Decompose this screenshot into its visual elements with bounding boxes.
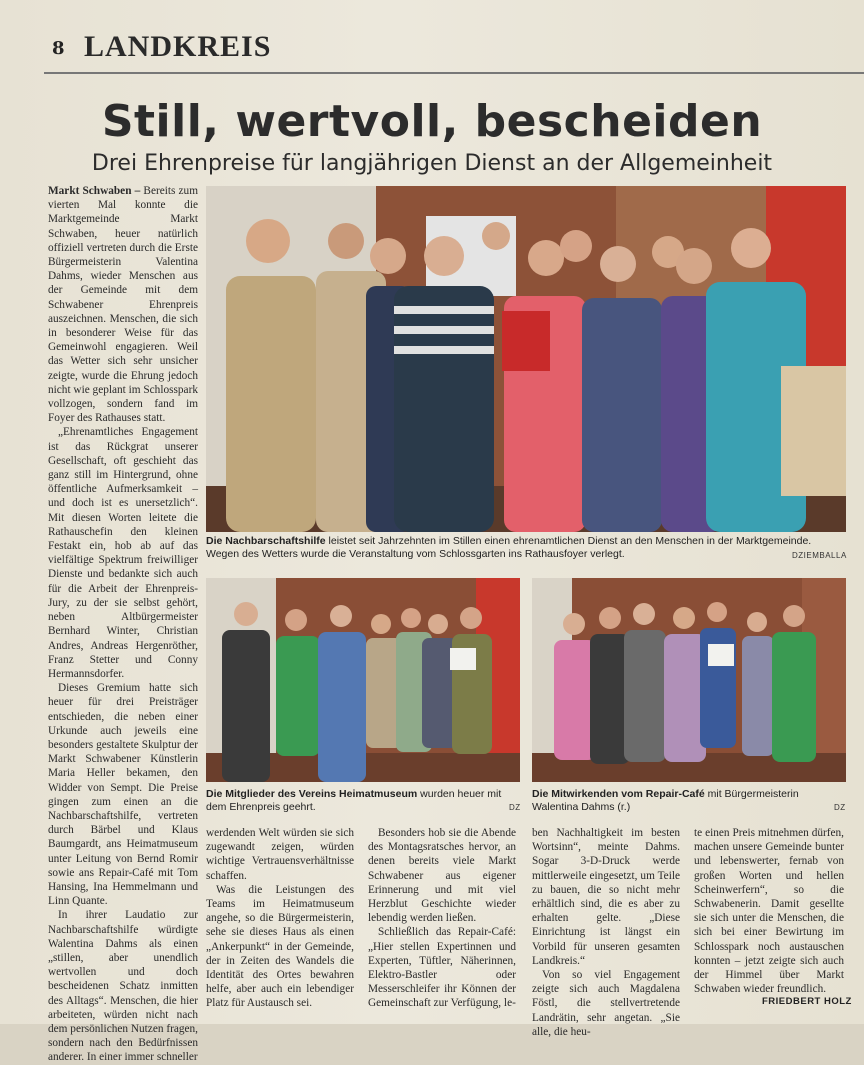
article-headline: Still, wertvoll, bescheiden — [101, 96, 763, 147]
repair-cafe-photo-image — [532, 578, 846, 782]
paragraph: Dieses Gremium hatte sich heuer für drei Preisträger entschieden, die neben einer Urkunde auch jeweils eine besonders gestaltete Skulptur der Markt Schwabener Künstlerin Maria Heller bekamen, den Widder von Sempt. Die Preise gingen zum einen an die Nachbarschaftshilfe, vertreten durch Bärbel und Klaus Baumgardt, ans Heimatmuseum unter Leitung von Bernd Romir sowie ans Repair-Café mit Tom Hansing, Ina Hemmelmann und Linn Quante. — [48, 682, 198, 908]
main-photo-caption-lead: Die Nachbarschaftshilfe — [206, 535, 326, 547]
section-title: LANDKREIS — [84, 30, 272, 63]
paragraph: te einen Preis mitnehmen dürfen, machen unsere Gemeinde bunter und lebenswerter, fernab von großen Worten und hellen Scheinwerfern“, so die Schwabenerin. Damit gesellte sie sich unter die Menschen, die sich bei einer Bewirtung im Schlosspark noch austauschen konnten – jetzt zeigte sich auch der Himmel über Markt Schwaben wieder freundlich. — [694, 827, 844, 996]
page-number: 8 — [52, 38, 65, 59]
header-rule — [44, 72, 864, 74]
heimatmuseum-credit: DZ — [509, 803, 521, 812]
dateline: Markt Schwaben – — [48, 185, 144, 197]
paragraph: Von so viel Engagement zeigte sich auch Magdalena Föstl, die stellvertretende Landrätin, sehr angetan. „Sie alle, die heu- — [532, 969, 680, 1038]
heimatmuseum-photo — [206, 578, 520, 782]
paragraph — [48, 184, 198, 425]
author-byline: FRIEDBERT HOLZ — [762, 996, 852, 1007]
article-column-5 — [694, 826, 844, 994]
repair-cafe-caption-text: mit Bürgermeisterin Walentina Dahms (r.) — [532, 788, 799, 813]
main-photo-caption-text: leistet seit Jahrzehnten im Stillen einen ehrenamtlichen Dienst an den Menschen in der Marktgemeinde. Wegen des Wetters wurde die Veranstaltung vom Schlossgarten ins Rathausfoyer verlegt. — [206, 535, 812, 560]
paragraph: werdenden Welt würden sie sich zugewandt zeigen, würden wichtige Vertrauensverhältnisse schaffen. — [206, 827, 354, 882]
article-column-1 — [48, 184, 198, 1064]
main-photo-caption — [206, 535, 846, 561]
heimatmuseum-caption-lead: Die Mitglieder des Vereins Heimatmuseum — [206, 788, 418, 800]
adjacent-page-edge — [848, 140, 864, 1024]
repair-cafe-credit: DZ — [834, 803, 846, 812]
article-subhead: Drei Ehrenpreise für langjährigen Dienst an der Allgemeinheit — [91, 151, 773, 176]
heimatmuseum-photo-image — [206, 578, 520, 782]
main-photo — [206, 186, 846, 532]
article-column-2 — [206, 826, 354, 1012]
paragraph: Was die Leistungen des Teams im Heimatmuseum angehe, so die Bürgermeisterin, sehe sie dieses Haus als einen „Ankerpunkt“ in der Gemeinde, der in Zeiten des Wandels die Identität des Ortes bewahren helfe, aber auch ein lebendiger Platz für Austausch sei. — [206, 883, 354, 1010]
paragraph: Besonders hob sie die Abende des Montagsratsches hervor, an denen bereits viele Markt Schwabener aus eigener Erinnerung und mit viel Herzblut Geschichte wieder lebendig werden ließen. — [368, 827, 516, 925]
article-column-3 — [368, 826, 516, 1012]
paragraph: Schließlich das Repair-Café: „Hier stellen Expertinnen und Experten, Tüftler, Näherinnen, Elektro-Bastler oder Messerschleifer ihr Können der Gemeinschaft zur Verfügung, le- — [368, 926, 516, 1010]
repair-cafe-caption-lead: Die Mitwirkenden vom Repair-Café — [532, 788, 705, 800]
paragraph-text: Bereits zum vierten Mal konnte die Marktgemeinde Markt Schwaben, heuer natürlich offiziell vertreten durch die Erste Bürgermeisterin Valentina Dahms, wieder Menschen aus der Gemeinde mit dem Schwabener Ehrenpreis auszeichnen. Menschen, die sich in besonderer Weise für das Gemeinwohl engagieren. Weil das Wetter sich sehr unsicher zeigte, wurde die Ehrung jedoch nicht wie geplant im Schlosspark vollzogen, sondern fand im Foyer des Rathauses statt. — [48, 185, 198, 425]
main-photo-credit: DZIEMBALLA — [792, 551, 847, 560]
heimatmuseum-caption-text: wurden heuer mit dem Ehrenpreis geehrt. — [206, 788, 502, 813]
paragraph: ben Nachhaltigkeit im besten Wortsinn“, meinte Dahms. Sogar 3-D-Druck werde mittlerweile eingesetzt, um Teile zu bauen, die so nicht mehr erhältlich sind, die es aber zu erhalten gelte. „Diese Einrichtung ist längst ein Vorbild für unseren gesamten Landkreis.“ — [532, 827, 680, 967]
article-column-4 — [532, 826, 680, 1038]
repair-cafe-caption — [532, 788, 846, 814]
paragraph: In ihrer Laudatio zur Nachbarschaftshilfe würdigte Walentina Dahms als einen „stillen, aber unendlich wertvollen und doch bescheidenen Schatz inmitten des Alltags“. Menschen, die hier arbeiteten, würden nicht nach dem persönlichen Nutzen fragen, sondern nach den Bedürfnissen anderer. In einer immer schneller — [48, 909, 198, 1064]
main-photo-image — [206, 186, 846, 532]
repair-cafe-photo — [532, 578, 846, 782]
paragraph: „Ehrenamtliches Engagement ist das Rückgrat unserer Gesellschaft, oft geschieht das ganz still im Hintergrund, ohne öffentliche Aufmerksamkeit – und doch ist es unersetzlich“. Mit diesen Worten leitete die Rathauschefin den kleinen Festakt ein, hob ab auf das vielfältige Spektrum freiwilliger Dienste und bedankte sich auch für die Arbeit der Ehrenpreis-Jury, zu der sie selbst gehört, neben Altbürgermeister Bernhard Winter, Christian Andres, Andreas Hergenröther, Franz Stetter und Conny Hermannsdorfer. — [48, 426, 198, 680]
heimatmuseum-caption — [206, 788, 520, 814]
